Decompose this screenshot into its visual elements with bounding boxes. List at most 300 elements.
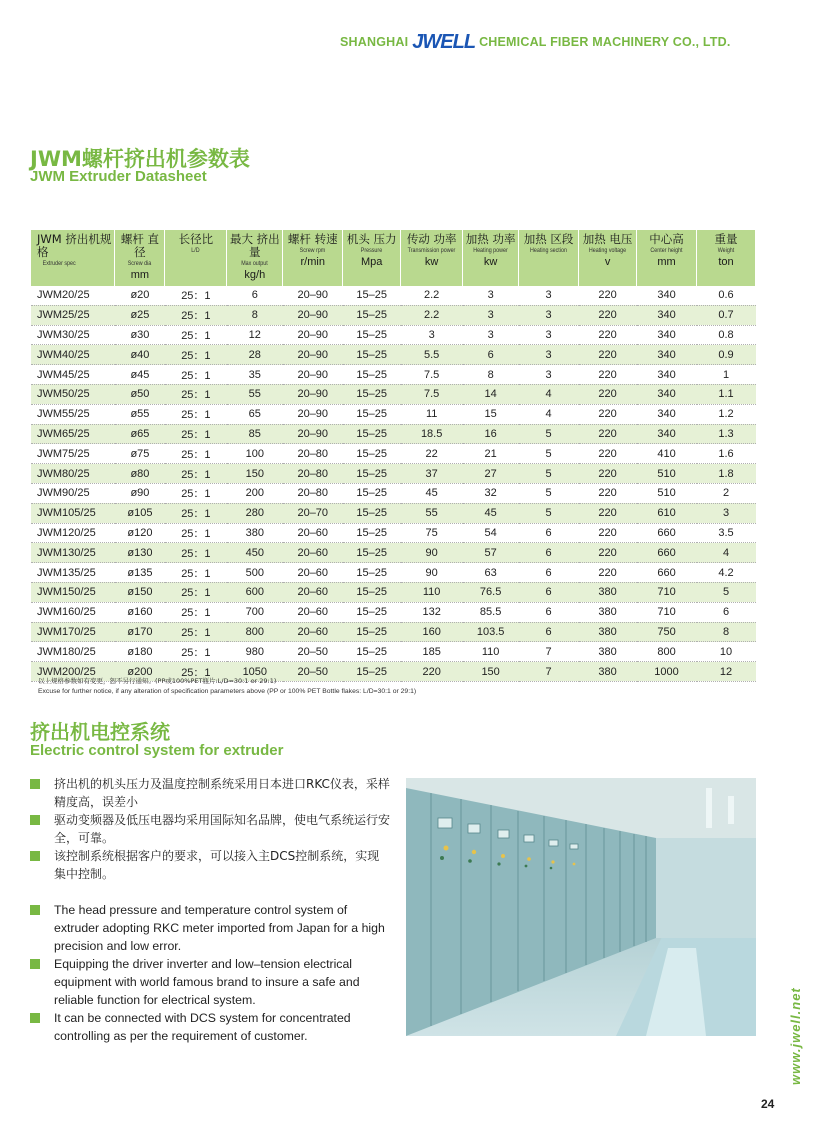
table-cell: 20–80 [283, 464, 343, 484]
table-row [31, 543, 756, 563]
jwell-logo [412, 31, 475, 54]
control-room-illustration [406, 778, 756, 1036]
datasheet-title-en: JWM Extruder Datasheet [30, 168, 207, 185]
datasheet-note-en: Excuse for further notice, if any alteration of specification parameters above (PP or 100% PET Bottle flakes: L/D=30:1 or 29:1) [38, 688, 417, 695]
bullet-text: 该控制系统根据客户的要求，可以接入主DCS控制系统，实现集中控制。 [54, 849, 380, 881]
column-header [579, 230, 637, 286]
column-header-en: Extruder spec [42, 260, 76, 267]
table-cell: 11 [401, 404, 463, 424]
table-cell: 600 [227, 582, 283, 602]
table-cell: 132 [401, 602, 463, 622]
table-cell: 15–25 [343, 286, 401, 305]
table-cell: 7 [519, 642, 579, 662]
table-cell: 20–90 [283, 424, 343, 444]
table-cell: 25：1 [165, 325, 227, 345]
table-cell: 15–25 [343, 523, 401, 543]
table-cell: JWM160/25 [31, 602, 115, 622]
table-cell: ø50 [115, 384, 165, 404]
table-cell: 220 [579, 286, 637, 305]
table-cell: 380 [227, 523, 283, 543]
bullet-text: It can be connected with DCS system for concentrated controlling as per the requirement of customer. [54, 1011, 351, 1043]
table-cell: 220 [579, 365, 637, 385]
table-cell: 15–25 [343, 622, 401, 642]
table-cell: 15–25 [343, 424, 401, 444]
table-cell: 12 [697, 662, 756, 682]
table-cell: 220 [579, 444, 637, 464]
table-row [31, 365, 756, 385]
table-cell: 15 [463, 404, 519, 424]
table-cell: 3 [697, 503, 756, 523]
table-cell: 4.2 [697, 563, 756, 583]
table-cell: 220 [579, 523, 637, 543]
table-cell: 32 [463, 483, 519, 503]
table-cell: 37 [401, 464, 463, 484]
bullet-item [30, 775, 390, 811]
table-cell: 27 [463, 464, 519, 484]
column-header [463, 230, 519, 286]
column-header-unit: mm [657, 256, 676, 268]
table-cell: 220 [579, 345, 637, 365]
electric-bullets-en [30, 901, 390, 1045]
table-cell: 14 [463, 384, 519, 404]
column-header-en: L/D [191, 247, 201, 254]
table-cell: 25：1 [165, 563, 227, 583]
table-cell: 150 [227, 464, 283, 484]
table-cell: 3 [519, 365, 579, 385]
table-cell: 20–90 [283, 384, 343, 404]
table-cell: 220 [579, 543, 637, 563]
column-header-en: Screw rpm [299, 247, 326, 254]
table-cell: JWM40/25 [31, 345, 115, 365]
column-header [227, 230, 283, 286]
table-cell: JWM30/25 [31, 325, 115, 345]
table-cell: 6 [519, 622, 579, 642]
table-cell: 6 [227, 286, 283, 305]
table-row [31, 622, 756, 642]
column-header-cn: 最大 挤出量 [229, 232, 280, 259]
table-cell: JWM105/25 [31, 503, 115, 523]
table-cell: 54 [463, 523, 519, 543]
table-cell: 16 [463, 424, 519, 444]
table-cell: 800 [227, 622, 283, 642]
table-cell: ø170 [115, 622, 165, 642]
table-cell: 6 [519, 543, 579, 563]
electric-title-en: Electric control system for extruder [30, 742, 284, 759]
table-cell: 1.8 [697, 464, 756, 484]
column-header-cn: 长径比 [178, 232, 214, 246]
table-cell: ø20 [115, 286, 165, 305]
table-cell: 220 [579, 404, 637, 424]
table-cell: 710 [637, 602, 697, 622]
table-cell: 90 [401, 563, 463, 583]
page-header [340, 30, 780, 54]
table-row [31, 325, 756, 345]
column-header-cn: 加热 电压 [582, 232, 633, 246]
column-header-unit: Mpa [360, 256, 383, 268]
table-cell: 20–90 [283, 404, 343, 424]
table-cell: 15–25 [343, 404, 401, 424]
table-cell: 380 [579, 622, 637, 642]
table-row [31, 384, 756, 404]
table-cell: 660 [637, 563, 697, 583]
bullet-square-icon [30, 1013, 40, 1023]
bullet-item [30, 901, 390, 955]
table-row [31, 424, 756, 444]
table-cell: 220 [579, 503, 637, 523]
table-cell: 3 [401, 325, 463, 345]
table-cell: 1000 [637, 662, 697, 682]
column-header-cn: 机头 压力 [346, 232, 397, 246]
column-header-en: Screw dia [128, 260, 152, 267]
table-cell: 25：1 [165, 622, 227, 642]
table-cell: 15–25 [343, 582, 401, 602]
table-cell: 8 [227, 305, 283, 325]
table-cell: 510 [637, 483, 697, 503]
table-cell: 3 [463, 305, 519, 325]
table-cell: 710 [637, 582, 697, 602]
table-cell: 7.5 [401, 384, 463, 404]
table-row [31, 286, 756, 305]
table-cell: 510 [637, 464, 697, 484]
bullet-text: The head pressure and temperature control system of extruder adopting RKC meter imported from Japan for a high precision and low error. [54, 903, 385, 953]
table-row [31, 345, 756, 365]
bullet-item [30, 955, 390, 1009]
table-cell: 20–50 [283, 642, 343, 662]
bullet-item [30, 847, 390, 883]
table-row [31, 563, 756, 583]
table-cell: ø25 [115, 305, 165, 325]
table-cell: 25：1 [165, 424, 227, 444]
table-cell: 340 [637, 365, 697, 385]
table-cell: 1.3 [697, 424, 756, 444]
table-cell: 35 [227, 365, 283, 385]
table-cell: 2.2 [401, 305, 463, 325]
table-cell: 20–70 [283, 503, 343, 523]
table-row [31, 305, 756, 325]
table-cell: 2 [697, 483, 756, 503]
table-row [31, 483, 756, 503]
table-cell: JWM180/25 [31, 642, 115, 662]
table-cell: 25：1 [165, 483, 227, 503]
table-cell: ø150 [115, 582, 165, 602]
table-cell: ø90 [115, 483, 165, 503]
table-cell: 4 [519, 404, 579, 424]
table-cell: 110 [463, 642, 519, 662]
table-cell: JWM75/25 [31, 444, 115, 464]
table-row [31, 404, 756, 424]
table-cell: 75 [401, 523, 463, 543]
table-row [31, 503, 756, 523]
column-header [697, 230, 756, 286]
table-cell: 15–25 [343, 384, 401, 404]
table-cell: 5 [519, 444, 579, 464]
table-cell: ø45 [115, 365, 165, 385]
column-header-cn: 中心高 [649, 232, 684, 246]
table-cell: JWM90/25 [31, 483, 115, 503]
table-cell: 20–50 [283, 662, 343, 682]
column-header-unit: ton [718, 256, 734, 268]
table-cell: ø40 [115, 345, 165, 365]
column-header-unit: kw [424, 256, 439, 268]
table-cell: JWM200/25 [31, 662, 115, 682]
bullet-item [30, 1009, 390, 1045]
table-cell: 150 [463, 662, 519, 682]
table-row [31, 464, 756, 484]
table-cell: 220 [401, 662, 463, 682]
control-cabinet-photo [406, 778, 756, 1036]
table-cell: 57 [463, 543, 519, 563]
table-cell: 25：1 [165, 523, 227, 543]
column-header [343, 230, 401, 286]
table-cell: JWM80/25 [31, 464, 115, 484]
table-cell: 0.8 [697, 325, 756, 345]
table-cell: 20–60 [283, 622, 343, 642]
table-cell: 380 [579, 582, 637, 602]
table-cell: 21 [463, 444, 519, 464]
logo-text: JWELL [412, 30, 476, 53]
table-cell: 25：1 [165, 602, 227, 622]
table-cell: 25：1 [165, 345, 227, 365]
table-cell: 340 [637, 305, 697, 325]
bullet-text: Equipping the driver inverter and low–tension electrical equipment with world famous brand to insure a safe and reliable function for electrical system. [54, 957, 360, 1007]
bullet-square-icon [30, 959, 40, 969]
table-cell: JWM170/25 [31, 622, 115, 642]
table-cell: 185 [401, 642, 463, 662]
bullet-text: 驱动变频器及低压电器均采用国际知名品牌，使电气系统运行安全，可靠。 [54, 813, 391, 845]
table-cell: 8 [463, 365, 519, 385]
table-cell: 500 [227, 563, 283, 583]
table-cell: 25：1 [165, 365, 227, 385]
table-cell: 15–25 [343, 563, 401, 583]
table-cell: 15–25 [343, 345, 401, 365]
table-cell: 980 [227, 642, 283, 662]
table-cell: 410 [637, 444, 697, 464]
table-cell: 7 [519, 662, 579, 682]
table-cell: 4 [519, 384, 579, 404]
table-cell: 3 [519, 345, 579, 365]
column-header-cn: JWM 挤出机规格 [37, 232, 112, 259]
table-cell: 220 [579, 384, 637, 404]
table-cell: 25：1 [165, 444, 227, 464]
table-cell: 6 [519, 582, 579, 602]
column-header-unit: kg/h [244, 269, 266, 281]
table-cell: 800 [637, 642, 697, 662]
table-cell: 85.5 [463, 602, 519, 622]
table-cell: 660 [637, 543, 697, 563]
table-cell: ø120 [115, 523, 165, 543]
table-body [31, 286, 756, 681]
page-number: 24 [761, 1097, 775, 1111]
table-cell: 0.7 [697, 305, 756, 325]
table-cell: ø55 [115, 404, 165, 424]
table-cell: 85 [227, 424, 283, 444]
table-cell: 18.5 [401, 424, 463, 444]
table-cell: ø65 [115, 424, 165, 444]
table-cell: ø180 [115, 642, 165, 662]
table-cell: 25：1 [165, 582, 227, 602]
table-cell: 15–25 [343, 483, 401, 503]
datasheet-note-cn: 以上规格参数如有变更，恕不另行通知。(PP或100%PET瓶片:L/D=30:1 or 29:1) [38, 677, 277, 685]
table-cell: 20–60 [283, 523, 343, 543]
table-cell: JWM130/25 [31, 543, 115, 563]
table-cell: 6 [463, 345, 519, 365]
table-cell: 45 [463, 503, 519, 523]
table-cell: 1050 [227, 662, 283, 682]
column-header-en: Heating voltage [588, 247, 627, 254]
table-cell: 20–90 [283, 325, 343, 345]
table-cell: 340 [637, 325, 697, 345]
table-cell: 15–25 [343, 325, 401, 345]
column-header [31, 230, 115, 286]
table-cell: 340 [637, 384, 697, 404]
table-cell: 22 [401, 444, 463, 464]
table-cell: 100 [227, 444, 283, 464]
column-header-en: Weight [717, 247, 735, 254]
table-cell: 160 [401, 622, 463, 642]
table-row [31, 523, 756, 543]
table-cell: JWM20/25 [31, 286, 115, 305]
table-header-row [31, 230, 756, 286]
table-cell: ø75 [115, 444, 165, 464]
column-header-en: Pressure [360, 247, 383, 254]
table-row [31, 444, 756, 464]
table-cell: 6 [519, 563, 579, 583]
column-header-unit: v [604, 256, 611, 268]
table-row [31, 582, 756, 602]
table-cell: 15–25 [343, 365, 401, 385]
extruder-datasheet-table [31, 230, 756, 682]
table-cell: 65 [227, 404, 283, 424]
bullet-item [30, 811, 390, 847]
table-cell: ø160 [115, 602, 165, 622]
table-cell: 220 [579, 464, 637, 484]
table-cell: ø135 [115, 563, 165, 583]
table-cell: 25：1 [165, 503, 227, 523]
column-header-cn: 传动 功率 [406, 232, 457, 246]
table-cell: 1.1 [697, 384, 756, 404]
table-cell: 20–90 [283, 365, 343, 385]
table-cell: ø130 [115, 543, 165, 563]
table-cell: 12 [227, 325, 283, 345]
table-cell: JWM135/25 [31, 563, 115, 583]
table-cell: 15–25 [343, 444, 401, 464]
column-header [165, 230, 227, 286]
table-cell: 1.6 [697, 444, 756, 464]
table-cell: 380 [579, 602, 637, 622]
table-cell: 1 [697, 365, 756, 385]
table-row [31, 602, 756, 622]
table-cell: 45 [401, 483, 463, 503]
table-cell: 20–60 [283, 543, 343, 563]
table-cell: 220 [579, 325, 637, 345]
table-cell: 5 [519, 503, 579, 523]
table-cell: 660 [637, 523, 697, 543]
column-header-cn: 加热 功率 [465, 232, 516, 246]
table-cell: JWM45/25 [31, 365, 115, 385]
table-cell: 7.5 [401, 365, 463, 385]
table-cell: 5.5 [401, 345, 463, 365]
table-cell: 8 [697, 622, 756, 642]
table-cell: ø80 [115, 464, 165, 484]
table-cell: 25：1 [165, 543, 227, 563]
column-header [283, 230, 343, 286]
bullet-square-icon [30, 779, 40, 789]
table-cell: 220 [579, 563, 637, 583]
column-header [519, 230, 579, 286]
table-cell: 3 [463, 286, 519, 305]
table-cell: 380 [579, 642, 637, 662]
table-cell: 220 [579, 424, 637, 444]
electric-bullets-cn [30, 775, 390, 883]
table-cell: 20–90 [283, 345, 343, 365]
bullet-text: 挤出机的机头压力及温度控制系统采用日本进口RKC仪表，采样精度高，误差小 [54, 777, 390, 809]
table-cell: 220 [579, 305, 637, 325]
column-header-en: Heating power [473, 247, 508, 254]
table-cell: 20–90 [283, 286, 343, 305]
table-cell: 25：1 [165, 642, 227, 662]
table-cell: 25：1 [165, 662, 227, 682]
column-header-cn: 螺杆 直径 [120, 232, 159, 259]
website-url: www.jwell.net [788, 987, 803, 1085]
column-header-unit: mm [130, 269, 150, 281]
table-cell: 15–25 [343, 662, 401, 682]
table-cell: JWM25/25 [31, 305, 115, 325]
table-cell: 450 [227, 543, 283, 563]
table-cell: 25：1 [165, 286, 227, 305]
table-cell: 220 [579, 483, 637, 503]
column-header-en: Heating section [530, 247, 568, 254]
table-cell: 4 [697, 543, 756, 563]
table-cell: 15–25 [343, 642, 401, 662]
table-cell: 3 [519, 325, 579, 345]
table-cell: 20–80 [283, 483, 343, 503]
electric-title-cn: 挤出机电控系统 [30, 720, 170, 744]
table-cell: 25：1 [165, 384, 227, 404]
table-cell: 20–80 [283, 444, 343, 464]
table-cell: 90 [401, 543, 463, 563]
table-cell: 20–90 [283, 305, 343, 325]
table-cell: 5 [697, 582, 756, 602]
table-cell: 103.5 [463, 622, 519, 642]
table-cell: 1.2 [697, 404, 756, 424]
table-row [31, 642, 756, 662]
table-cell: 3 [519, 286, 579, 305]
column-header [637, 230, 697, 286]
table-cell: 3.5 [697, 523, 756, 543]
table-cell: 340 [637, 286, 697, 305]
table-cell: ø30 [115, 325, 165, 345]
table-cell: 5 [519, 424, 579, 444]
table-cell: 55 [227, 384, 283, 404]
datasheet-title-cn: JWM螺杆挤出机参数表 [30, 147, 250, 171]
column-header [115, 230, 165, 286]
table-cell: 0.6 [697, 286, 756, 305]
header-left-text: SHANGHAI [340, 35, 409, 49]
table-cell: 2.2 [401, 286, 463, 305]
column-header-en: Max output [241, 260, 269, 267]
table-cell: JWM50/25 [31, 384, 115, 404]
table-cell: 340 [637, 345, 697, 365]
table-cell: JWM120/25 [31, 523, 115, 543]
table-cell: JWM55/25 [31, 404, 115, 424]
table-cell: 25：1 [165, 305, 227, 325]
table-cell: 25：1 [165, 404, 227, 424]
table-cell: JWM150/25 [31, 582, 115, 602]
column-header-cn: 螺杆 转速 [287, 232, 338, 246]
table-cell: 200 [227, 483, 283, 503]
table-cell: 750 [637, 622, 697, 642]
table-cell: 610 [637, 503, 697, 523]
